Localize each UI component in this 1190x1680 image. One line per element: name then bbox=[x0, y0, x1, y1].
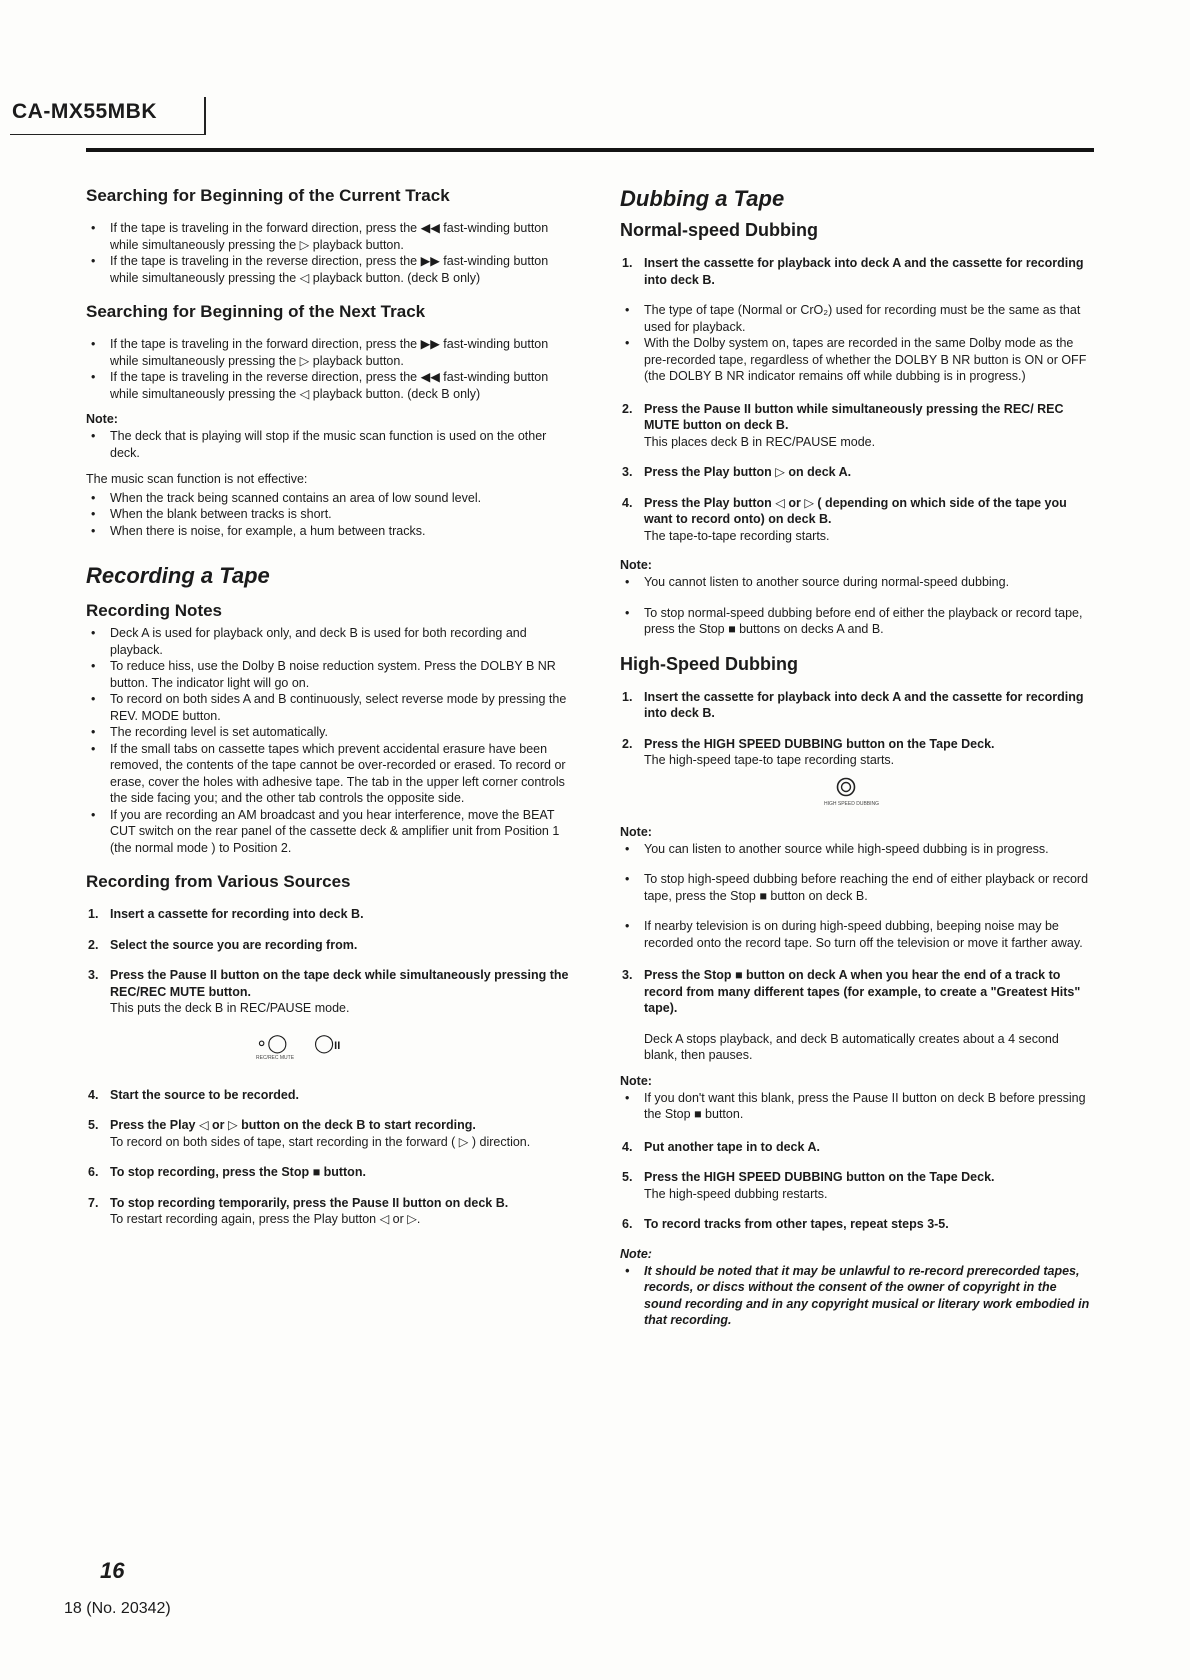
step-item: 1. Insert a cassette for recording into deck B. bbox=[88, 907, 364, 921]
list-item: • If the tape is traveling in the reverse direction, press the ◀◀ fast-winding button while simultaneously pressing the ◁ playback button. (deck B only) bbox=[86, 369, 570, 402]
list-item: • To reduce hiss, use the Dolby B noise reduction system. Press the DOLBY B NR button. The indicator light will go on. bbox=[86, 658, 570, 691]
recording-notes-title: Recording Notes bbox=[86, 601, 223, 620]
normal-note-list bbox=[620, 574, 1094, 638]
list-item: • If the small tabs on cassette tapes which prevent accidental erasure have been removed, the contents of the tape cannot be over-recorded or erased. To record or erase, cover the holes with adhesive tape. The tab in the upper left corner controls the side facing you; and the other tab controls the opposite side. bbox=[86, 741, 570, 807]
step-item: 2. Press the Pause II button while simultaneously pressing the REC/ REC MUTE button on deck B. This places deck B in REC/PAUSE mode. bbox=[622, 401, 1064, 449]
list-item: • Deck A is used for playback only, and deck B is used for both recording and playback. bbox=[86, 625, 570, 658]
note-label: Note: bbox=[86, 412, 118, 426]
step-item: 6. To record tracks from other tapes, repeat steps 3-5. bbox=[622, 1217, 949, 1231]
list-item: • If the tape is traveling in the forward direction, press the ▶▶ fast-winding button while simultaneously pressing the ▷ playback button. bbox=[86, 336, 570, 369]
note-label: Note: bbox=[620, 1246, 652, 1261]
list-item: • It should be noted that it may be unlawful to re-record prerecorded tapes, records, or discs without the consent of the owner of copyright in the sound recording and in any copyright musical or literary work embodied in that recording. bbox=[620, 1263, 1094, 1329]
rec-buttons-illustration bbox=[86, 1033, 570, 1067]
high-note2-list bbox=[620, 1090, 1094, 1123]
list-item: • If the tape is traveling in the forward direction, press the ◀◀ fast-winding button while simultaneously pressing the ▷ playback button. bbox=[86, 220, 570, 253]
pause-button-icon: ◯II bbox=[314, 1032, 341, 1053]
step-item: 6. To stop recording, press the Stop ■ button. bbox=[88, 1165, 366, 1179]
step-item: 2. Select the source you are recording from. bbox=[88, 937, 358, 952]
list-item: • To record on both sides A and B continuously, select reverse mode by pressing the REV. MODE button. bbox=[86, 691, 570, 724]
search-current-list bbox=[86, 220, 570, 286]
list-item: • The recording level is set automatically. bbox=[86, 724, 570, 741]
note-list bbox=[86, 428, 570, 461]
list-item: • The type of tape (Normal or CrO₂) used for recording must be the same as that used for playback. bbox=[620, 302, 1094, 335]
step-item: 4. Start the source to be recorded. bbox=[88, 1087, 299, 1102]
list-item: • If nearby television is on during high-speed dubbing, beeping noise may be recorded onto the record tape. So turn off the television or move it farther away. bbox=[620, 918, 1094, 951]
list-item: • You can listen to another source while high-speed dubbing is in progress. bbox=[620, 841, 1094, 858]
rec-button-icon: ∘◯ bbox=[256, 1032, 288, 1053]
step-item: 1. Insert the cassette for playback into deck A and the cassette for recording into deck B. bbox=[622, 256, 1084, 287]
right-column bbox=[620, 186, 1094, 1339]
list-item: • You cannot listen to another source during normal-speed dubbing. bbox=[620, 574, 1094, 591]
rec-button-label: REC/REC MUTE bbox=[256, 1054, 295, 1061]
left-column bbox=[86, 186, 570, 1242]
list-item: • To stop normal-speed dubbing before end of either the playback or record tape, press the Stop ■ buttons on decks A and B. bbox=[620, 605, 1094, 638]
note-label: Note: bbox=[620, 824, 652, 839]
note-label: Note: bbox=[620, 1073, 652, 1088]
search-next-list bbox=[86, 336, 570, 402]
recording-notes-list bbox=[86, 625, 570, 856]
list-item: • To stop high-speed dubbing before reaching the end of either playback or record tape, press the Stop ■ button on deck B. bbox=[620, 871, 1094, 904]
step-item: 4. Press the Play button ◁ or ▷ ( depending on which side of the tape you want to record onto) on deck B. The tape-to-tape recording starts. bbox=[622, 495, 1067, 543]
high-speed-title: High-Speed Dubbing bbox=[620, 653, 798, 674]
final-note-list bbox=[620, 1263, 1094, 1329]
list-item: • When the blank between tracks is short. bbox=[86, 506, 570, 523]
note-label: Note: bbox=[620, 558, 652, 572]
step-item: 5. Press the HIGH SPEED DUBBING button on the Tape Deck. The high-speed dubbing restarts. bbox=[622, 1170, 995, 1201]
step-item: 3. Press the Stop ■ button on deck A when you hear the end of a track to record from many different tapes (for example, to create a "Greatest Hits" tape). bbox=[622, 968, 1081, 1015]
step-item: 3. Press the Play button ▷ on deck A. bbox=[622, 465, 852, 479]
list-item: • If you are recording an AM broadcast and you hear interference, move the BEAT CUT switch on the rear panel of the cassette deck & amplifier unit from Position 1 (the normal mode ) to Position 2. bbox=[86, 807, 570, 857]
step3-paragraph: Deck A stops playback, and deck B automatically creates about a 4 second blank, then pauses. bbox=[644, 1031, 1059, 1062]
search-current-title: Searching for Beginning of the Current Track bbox=[86, 186, 450, 205]
dubbing-title: Dubbing a Tape bbox=[620, 186, 785, 211]
high-speed-dubbing-button-icon bbox=[836, 777, 856, 797]
not-effective-intro: The music scan function is not effective: bbox=[86, 472, 308, 486]
recording-sources-title: Recording from Various Sources bbox=[86, 872, 351, 891]
high-note-list bbox=[620, 841, 1094, 952]
page-number: 16 bbox=[100, 1558, 125, 1583]
list-item: • If you don't want this blank, press the Pause II button on deck B before pressing the Stop ■ button. bbox=[620, 1090, 1094, 1123]
step-item: 7. To stop recording temporarily, press the Pause II button on deck B. To restart recording again, press the Play button ◁ or ▷. bbox=[88, 1195, 509, 1226]
high-speed-dubbing-label: HIGH SPEED DUBBING bbox=[824, 800, 880, 807]
not-effective-list bbox=[86, 490, 570, 540]
normal-dubbing-title: Normal-speed Dubbing bbox=[620, 220, 819, 240]
high-speed-dubbing-illustration bbox=[620, 777, 1094, 817]
list-item: • When there is noise, for example, a hum between tracks. bbox=[86, 523, 570, 540]
recording-title: Recording a Tape bbox=[86, 563, 270, 588]
step-item: 3. Press the Pause II button on the tape deck while simultaneously pressing the REC/REC MUTE button. This puts the deck B in REC/PAUSE mode. bbox=[88, 968, 569, 1015]
search-next-title: Searching for Beginning of the Next Track bbox=[86, 302, 426, 321]
list-item: • The deck that is playing will stop if the music scan function is used on the other deck. bbox=[86, 428, 570, 461]
step-item: 5. Press the Play ◁ or ▷ button on the deck B to start recording. To record on both sides of tape, start recording in the forward ( ▷ ) direction. bbox=[88, 1118, 531, 1149]
document-number: 18 (No. 20342) bbox=[64, 1600, 171, 1617]
step-item: 1. Insert the cassette for playback into deck A and the cassette for recording into deck B. bbox=[622, 689, 1084, 720]
step-item: 4. Put another tape in to deck A. bbox=[622, 1139, 820, 1154]
model-underline bbox=[10, 134, 205, 135]
model-divider bbox=[204, 97, 206, 135]
normal-dubbing-list bbox=[620, 302, 1094, 385]
header-rule bbox=[86, 148, 1094, 152]
list-item: • With the Dolby system on, tapes are recorded in the same Dolby mode as the pre-recorded tape, regardless of whether the DOLBY B NR button is ON or OFF (the DOLBY B NR indicator remains off while dubbing is in progress.) bbox=[620, 335, 1094, 385]
list-item: • When the track being scanned contains an area of low sound level. bbox=[86, 490, 570, 507]
list-item: • If the tape is traveling in the reverse direction, press the ▶▶ fast-winding button while simultaneously pressing the ◁ playback button. (deck B only) bbox=[86, 253, 570, 286]
step-item: 2. Press the HIGH SPEED DUBBING button on the Tape Deck. The high-speed tape-to tape recording starts. bbox=[622, 736, 995, 767]
model-title: CA-MX55MBK bbox=[12, 100, 158, 123]
